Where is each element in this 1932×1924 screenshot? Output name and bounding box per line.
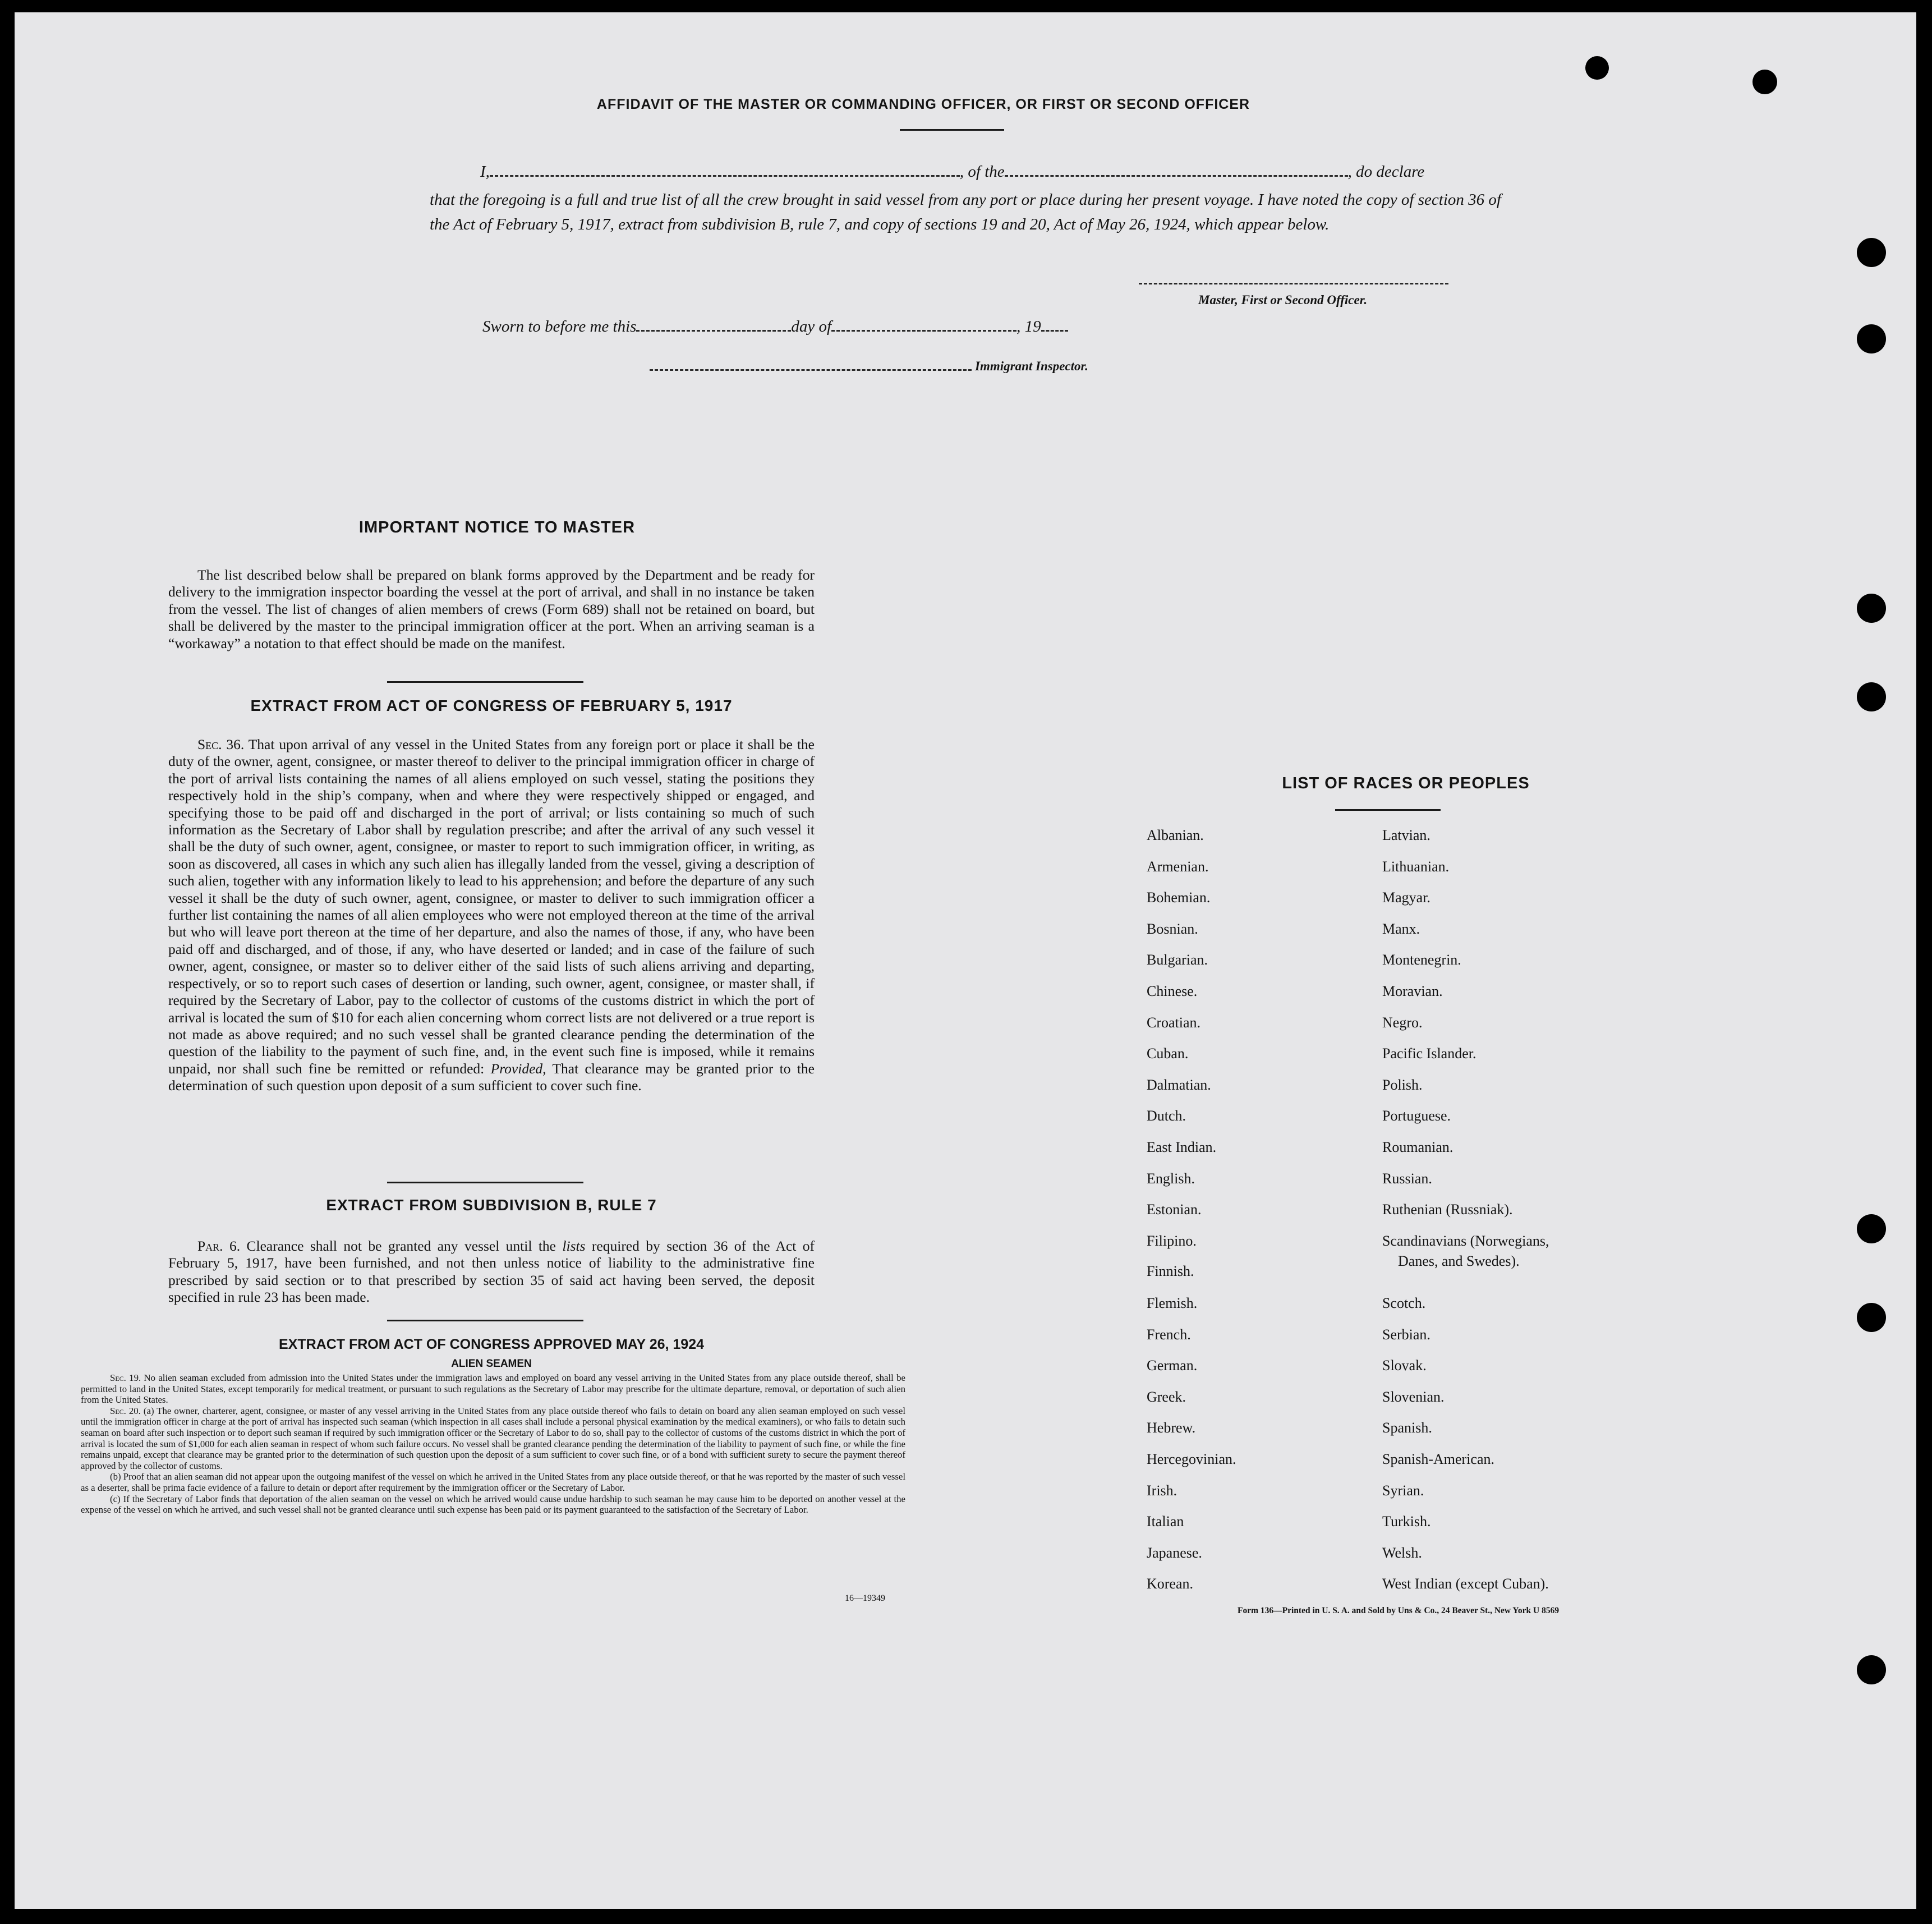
act-1924-title: EXTRACT FROM ACT OF CONGRESS APPROVED MAY 26, 1924 [278,1337,705,1352]
sworn-line [482,318,1068,336]
act-1917-body [168,736,815,1095]
race-item: Magyar. [1382,889,1430,906]
section-20b: (b) Proof that an alien seaman did not appear upon the outgoing manifest of the vessel on which he arrived in the United States from any place outside thereof, or that he was reported by the master of such vessel as a deserter, shall be prima facie evidence of a failure to detain or deport after requirement by the immigration officer or the Secretary of Labor. [81,1471,905,1493]
inspector-signature-blank[interactable] [650,369,972,371]
race-item: Japanese. [1147,1544,1202,1561]
inspector-label: Immigrant Inspector. [975,359,1088,373]
section-19-label: Sec. 19. [110,1372,141,1383]
day-of-label: day of [791,318,832,336]
race-item: Estonian. [1147,1201,1202,1218]
notice-rule [387,681,583,683]
section-19-text: No alien seaman excluded from admission into the United States under the immigration laws and employed on board any vessel arriving in the United States from any place outside thereof, shall be permitted to land in the United States, except temporarily for medical treatment, or pursuant to such regulations as the Secretary of Labor may prescribe for the ultimate departure, removal, or deportation of such alien from the United States. [81,1372,905,1406]
race-item: Spanish. [1382,1420,1432,1436]
paragraph-6-label: Par. 6. [197,1238,241,1254]
race-item: Irish. [1147,1482,1177,1499]
race-item: Spanish-American. [1382,1451,1495,1467]
rule-7-text-b: required by section 36 of the Act of February 5, 1917, have been furnished, and not then unless notice of liability to the administrative fine prescribed by said section or to that prescribed by section 35 of said act having been served, the deposit specified in rule 23 has been made. [168,1238,815,1306]
form-code: 16—19349 [845,1594,885,1603]
race-item: Turkish. [1382,1513,1431,1530]
vessel-name-blank[interactable] [1005,175,1348,177]
race-item: Filipino. [1147,1232,1197,1249]
race-item: Armenian. [1147,858,1209,875]
races-title: LIST OF RACES OR PEOPLES [1282,774,1530,792]
binder-hole-5 [1857,594,1886,623]
race-item: Manx. [1382,920,1420,937]
officer-signature-label: Master, First or Second Officer. [1198,293,1368,307]
race-item: German. [1147,1357,1198,1374]
rule-7-title: EXTRACT FROM SUBDIVISION B, RULE 7 [326,1196,657,1214]
declarant-label: I, [480,163,490,181]
race-item: Slovenian. [1382,1388,1445,1405]
race-item: Bohemian. [1147,889,1211,906]
act-1917-title: EXTRACT FROM ACT OF CONGRESS OF FEBRUARY 5, 1917 [250,697,733,714]
race-item: Greek. [1147,1388,1186,1405]
section-20a [81,1406,905,1472]
race-item: Hercegovinian. [1147,1451,1236,1467]
race-item: Negro. [1382,1014,1423,1031]
race-item: Finnish. [1147,1263,1194,1280]
race-item: Pacific Islander. [1382,1045,1476,1062]
race-item: Dutch. [1147,1108,1186,1124]
affidavit-title: AFFIDAVIT OF THE MASTER OR COMMANDING OFFICER, OR FIRST OR SECOND OFFICER [596,97,1250,112]
printer-imprint: Form 136—Printed in U. S. A. and Sold by Uns & Co., 24 Beaver St., New York U 8569 [1238,1606,1560,1615]
binder-hole-9 [1857,1655,1886,1684]
race-item: Albanian. [1147,827,1204,843]
section-20c: (c) If the Secretary of Labor finds that deportation of the alien seaman on the vessel on which he arrived would cause undue hardship to such seaman he may cause him to be deported on another vessel at the expense of the vessel on which he arrived, and such vessel shall not be granted clearance until such expense has been paid or its payment guaranteed to the satisfaction of the Secretary of Labor. [81,1493,905,1516]
race-item: Cuban. [1147,1045,1189,1062]
race-item: Bulgarian. [1147,952,1208,968]
section-19 [81,1372,905,1406]
section-36-text: That upon arrival of any vessel in the United States from any foreign port or place it shall be the duty of the owner, agent, consignee, or master thereof to deliver to the principal immigration officer in charge of the port of arrival lists containing the names of all aliens employed on such vessel, stating the positions they respectively hold in the ship’s company, when and where they were respectively shipped or engaged, and specifying those to be paid off and discharged in the port of arrival; or lists containing so much of such information as the Secretary of Labor shall by regulation prescribe; and after the arrival of any such vessel it shall be the duty of such owner, agent, consignee, or master to report to such immigration officer, in writing, as soon as discovered, all cases in which any such alien has illegally landed from the vessel, giving a description of such alien, together with any information likely to lead to his apprehension; and before the departure of any such vessel it shall be the duty of such owner, agent, consignee, or master to deliver to such immigration officer a further list containing the names of all alien employees who were not employed thereon at the time of the arrival but who will leave port thereon at the time of her departure, and also the names of those, if any, who have been paid off and discharged, and of those, if any, who have deserted or landed; and in case of the failure of such owner, agent, consignee, or master so to deliver either of the said lists of such aliens arriving and departing, respectively, or so to report such cases of desertion or landing, such owner, agent, consignee, or master shall, if required by the Secretary of Labor, pay to the collector of customs of the customs district in which the port of arrival is located the sum of $10 for each alien concerning whom correct lists are not delivered or a true report is not made as above required; and no such vessel shall be granted clearance pending the determination of the question of the liability to the payment of such fine, and, in the event such fine is imposed, while it remains unpaid, nor shall such fine be remitted or refunded: [168,736,815,1077]
binder-hole-6 [1857,682,1886,711]
race-item: Ruthenian (Russniak). [1382,1201,1513,1218]
race-item: English. [1147,1170,1195,1187]
binder-hole-4 [1857,324,1886,353]
notice-body: The list described below shall be prepared on blank forms approved by the Department and be ready for delivery to the immigration inspector boarding the vessel at the port of arrival, and shall in no instance be taken from the vessel. The list of changes of alien members of crews (Form 689) shall not be retained on board, but shall be delivered by the master to the principal immigration officer at the port. When an arriving seaman is a “workaway” a notation to that effect should be made on the manifest. [168,567,815,651]
section-36-end: That clearance may be granted prior to the determination of such question upon deposit of a sum sufficient to cover such fine. [168,1060,815,1094]
race-item: Hebrew. [1147,1420,1196,1436]
race-item: Russian. [1382,1170,1432,1187]
notice-title: IMPORTANT NOTICE TO MASTER [358,518,636,536]
section-36-label: Sec. 36. [197,736,245,752]
year-label: , 19 [1016,318,1041,336]
race-item: Portuguese. [1382,1108,1451,1124]
race-item: Korean. [1147,1576,1194,1592]
race-item: Slovak. [1382,1357,1427,1374]
act-1917-rule [387,1182,583,1183]
race-item: French. [1147,1326,1191,1343]
declare-label: , do declare [1347,163,1425,181]
binder-hole-8 [1857,1303,1886,1332]
rule-7-body [168,1238,815,1306]
sworn-day-blank[interactable] [636,330,791,332]
race-item: Welsh. [1382,1544,1422,1561]
binder-hole-2 [1752,70,1777,94]
act-1924-subtitle: ALIEN SEAMEN [451,1358,532,1370]
race-item: Latvian. [1382,827,1430,843]
of-the-label: , of the [959,163,1005,181]
race-item: Moravian. [1382,983,1443,999]
race-item: Danes, and Swedes). [1398,1252,1520,1269]
binder-hole-1 [1585,56,1609,80]
races-title-rule [1335,809,1441,811]
document-page [15,12,1916,1909]
binder-hole-3 [1857,238,1886,267]
race-item: Roumanian. [1382,1139,1453,1155]
race-item: Scotch. [1382,1295,1426,1311]
rule-7-rule [387,1320,583,1321]
binder-hole-7 [1857,1214,1886,1243]
race-item: Chinese. [1147,983,1198,999]
officer-signature-blank[interactable] [1139,283,1448,284]
race-item: Syrian. [1382,1482,1424,1499]
sworn-month-blank[interactable] [831,330,1016,332]
race-item: Dalmatian. [1147,1076,1211,1093]
declaration-line [480,163,1507,181]
race-item: Lithuanian. [1382,858,1450,875]
sworn-year-blank[interactable] [1041,330,1068,332]
section-20-label: Sec. 20. [110,1405,141,1416]
sworn-label: Sworn to before me this [482,318,637,336]
act-1924-body [81,1372,905,1516]
race-item: Serbian. [1382,1326,1430,1343]
race-item: Scandinavians (Norwegians, [1382,1232,1549,1249]
lists-word: lists [562,1238,586,1254]
race-item: Montenegrin. [1382,952,1461,968]
rule-7-text-a: Clearance shall not be granted any vessel until the [246,1238,556,1254]
race-item: Italian [1147,1513,1184,1530]
race-item: Polish. [1382,1076,1423,1093]
race-item: East Indian. [1147,1139,1217,1155]
declarant-name-blank[interactable] [490,175,960,177]
provided-label: Provided, [490,1060,546,1077]
declaration-body: that the foregoing is a full and true list of all the crew brought in said vessel from any port or place during her present voyage. I have noted the copy of section 36 of the Act of February 5, 1917, extract from subdivision B, rule 7, and copy of sections 19 and 20, Act of May 26, 1924, which appear below. [430,191,1501,233]
race-item: Flemish. [1147,1295,1198,1311]
race-item: West Indian (except Cuban). [1382,1576,1549,1592]
section-20a-text: (a) The owner, charterer, agent, consignee, or master of any vessel arriving in the United States from any place outside thereof who fails to detain on board any alien seaman employed on such vessel until the immigration officer in charge at the port of arrival has inspected such seaman (which inspection in all cases shall include a personal physical examination by the medical examiners), or who fails to detain such seaman on board after such inspection or to deport such seaman if required by such immigration officer or the Secretary of Labor to do so, shall pay to the collector of customs of the customs district in which the port of arrival is located the sum of $1,000 for each alien seaman in respect of whom such failure occurs. No vessel shall be granted clearance pending the determination of the liability to payment of such fine, or while the fine remains unpaid, except that clearance may be granted prior to the determination of such question upon the deposit of a sum sufficient to cover such fine, or of a bond with sufficient surety to secure the payment thereof approved by the collector of customs. [81,1405,905,1471]
race-item: Bosnian. [1147,920,1198,937]
affidavit-title-rule [900,129,1004,131]
race-item: Croatian. [1147,1014,1201,1031]
